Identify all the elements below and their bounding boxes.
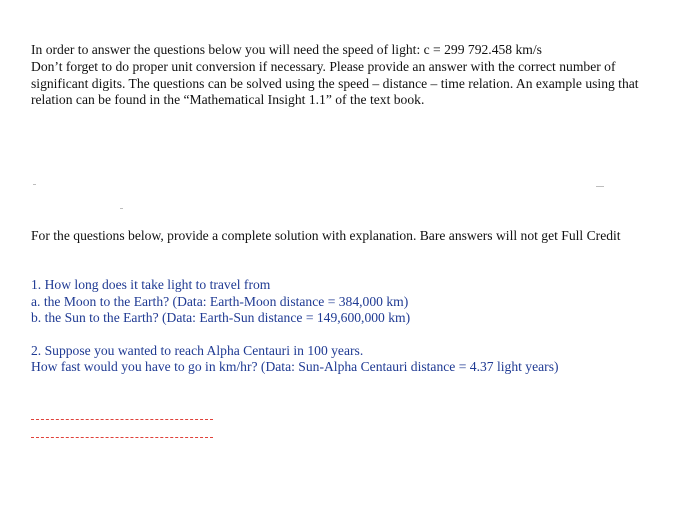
question-2-prompt: 2. Suppose you wanted to reach Alpha Centauri in 100 years. [31,342,364,358]
solution-instructions-text: For the questions below, provide a complete solution with explanation. Bare answers will not get Full Credit [31,228,621,243]
scan-artifact [596,186,604,187]
question-1a: a. the Moon to the Earth? (Data: Earth-Moon distance = 384,000 km) [31,293,409,309]
solution-instructions [31,228,651,245]
scan-artifact [120,208,123,209]
instructions-paragraph: Don’t forget to do proper unit conversion if necessary. Please provide an answer with the correct number of significant digits. The questions can be solved using the speed – distance – time relation. An example using that relation can be found in the “Mathematical Insight 1.1” of the text book. [31,58,639,108]
dashed-separator [31,419,213,420]
dashed-separator [31,437,213,438]
question-1b: b. the Sun to the Earth? (Data: Earth-Sun distance = 149,600,000 km) [31,310,411,325]
question-1-prompt: 1. How long does it take light to travel from [31,277,271,292]
intro-paragraph [31,42,651,109]
speed-of-light-line: In order to answer the questions below you will need the speed of light: c = 299 792.458 km/s [31,42,542,57]
scan-artifact [33,184,36,185]
question-2-sub: How fast would you have to go in km/hr? (Data: Sun-Alpha Centauri distance = 4.37 light years) [31,359,559,374]
questions-block [31,277,671,376]
